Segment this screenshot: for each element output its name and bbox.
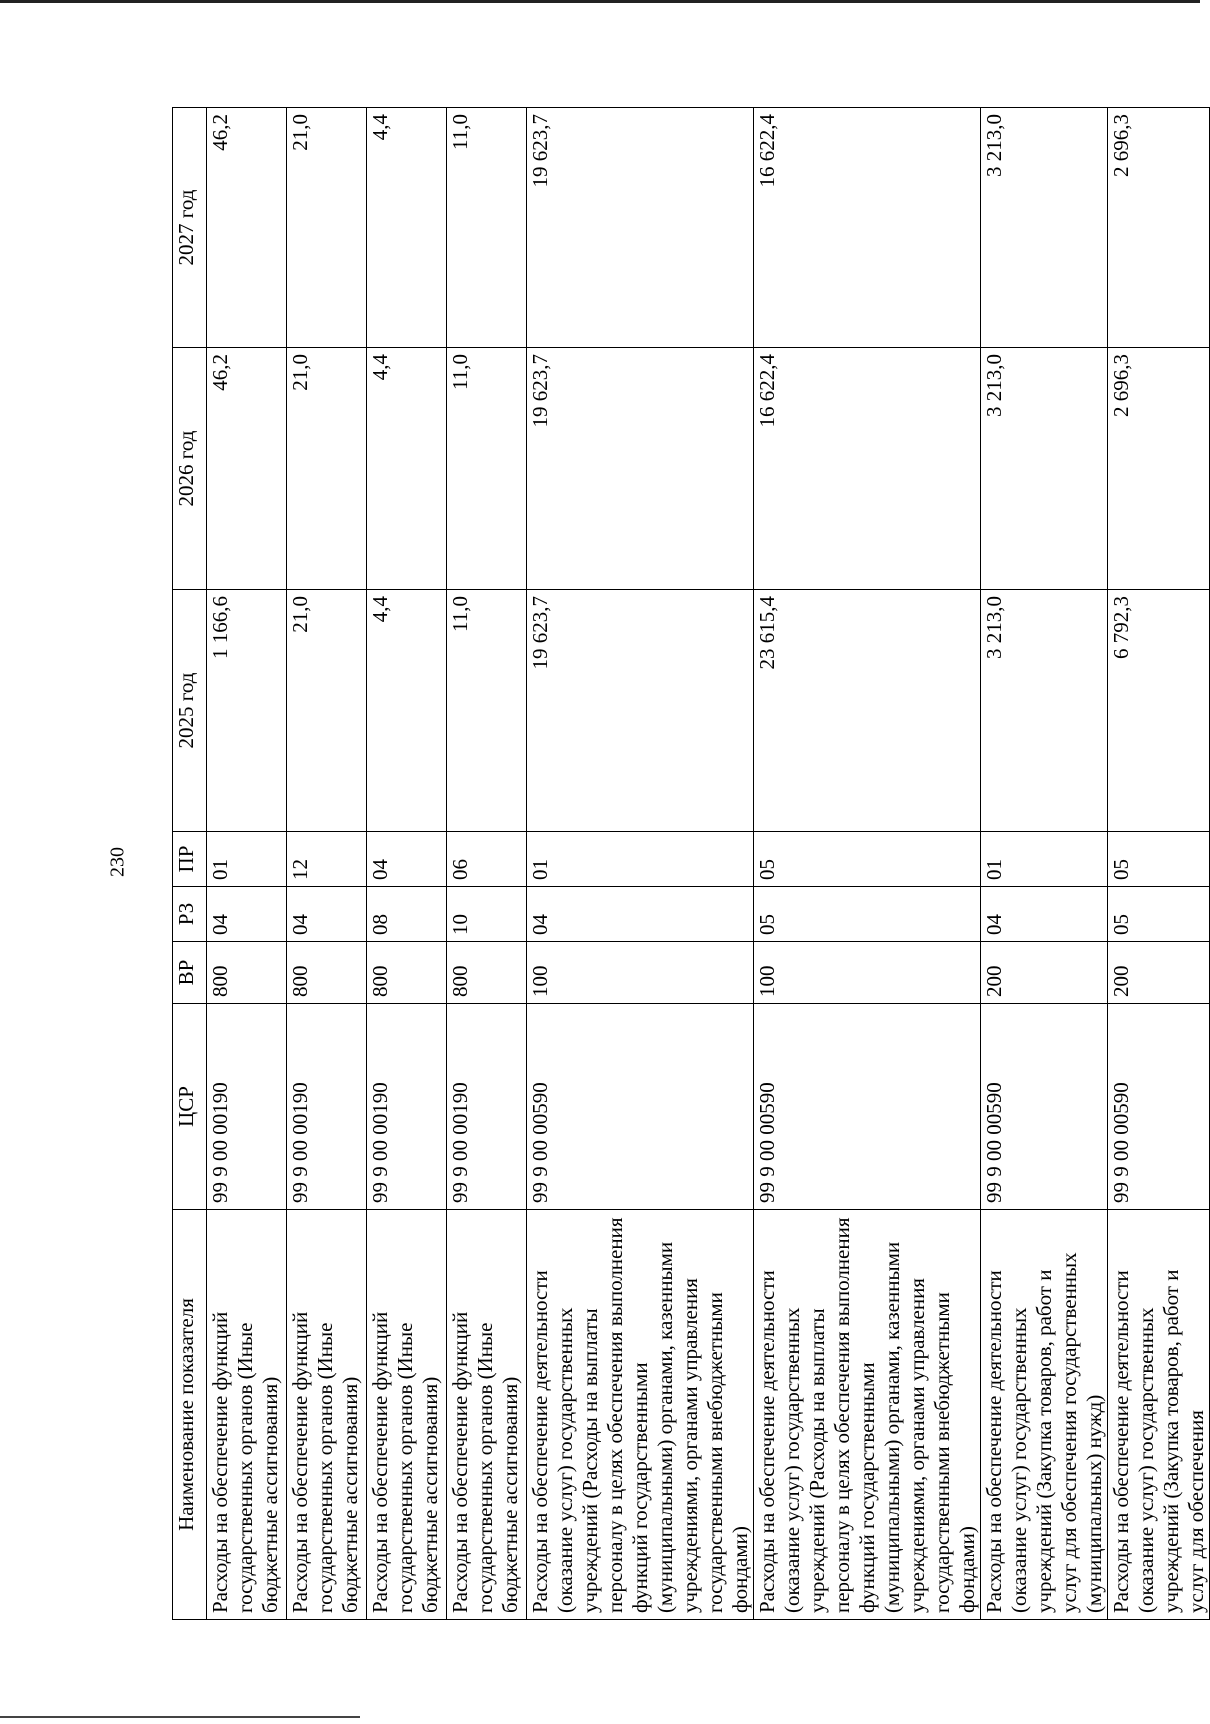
rotated-table-container (172, 108, 1208, 1620)
table-row (981, 108, 1108, 1620)
cell-2027: 21,0 (287, 108, 367, 348)
cell-2027: 2 696,3 (1108, 108, 1210, 348)
cell-rz: 05 (754, 887, 981, 942)
cell-csr: 99 9 00 00590 (1108, 1004, 1210, 1210)
table-row (207, 108, 287, 1620)
cell-pr: 01 (527, 832, 754, 887)
cell-rz: 04 (527, 887, 754, 942)
header-2027: 2027 год (173, 108, 207, 348)
cell-vr: 100 (527, 942, 754, 1004)
cell-name: Расходы на обеспечение функций государственных органов (Иные бюджетные ассигнования) (287, 1210, 367, 1620)
cell-rz: 04 (287, 887, 367, 942)
cell-name: Расходы на обеспечение функций государственных органов (Иные бюджетные ассигнования) (207, 1210, 287, 1620)
bottom-scan-border (0, 1716, 360, 1718)
table-row (447, 108, 527, 1620)
cell-2025: 6 792,3 (1108, 590, 1210, 832)
cell-name: Расходы на обеспечение деятельности (оказание услуг) государственных учреждений (Закупка товаров, работ и услуг для обеспечения государственных (муниципальных) нужд) (981, 1210, 1108, 1620)
page-number: 230 (106, 847, 129, 877)
cell-pr: 01 (981, 832, 1108, 887)
cell-2025: 21,0 (287, 590, 367, 832)
cell-name: Расходы на обеспечение функций государственных органов (Иные бюджетные ассигнования) (367, 1210, 447, 1620)
cell-csr: 99 9 00 00190 (287, 1004, 367, 1210)
cell-2027: 11,0 (447, 108, 527, 348)
cell-rz: 05 (1108, 887, 1210, 942)
cell-pr: 04 (367, 832, 447, 887)
cell-2025: 19 623,7 (527, 590, 754, 832)
cell-2027: 46,2 (207, 108, 287, 348)
header-name: Наименование показателя (173, 1210, 207, 1620)
cell-csr: 99 9 00 00190 (207, 1004, 287, 1210)
cell-rz: 10 (447, 887, 527, 942)
cell-2025: 23 615,4 (754, 590, 981, 832)
cell-pr: 05 (754, 832, 981, 887)
cell-2026: 21,0 (287, 348, 367, 590)
cell-name: Расходы на обеспечение деятельности (оказание услуг) государственных учреждений (Закупка товаров, работ и услуг для обеспечения (1108, 1210, 1210, 1620)
cell-vr: 100 (754, 942, 981, 1004)
cell-rz: 04 (981, 887, 1108, 942)
cell-2026: 11,0 (447, 348, 527, 590)
cell-csr: 99 9 00 00590 (981, 1004, 1108, 1210)
cell-vr: 200 (981, 942, 1108, 1004)
header-2025: 2025 год (173, 590, 207, 832)
table-row (367, 108, 447, 1620)
cell-2027: 3 213,0 (981, 108, 1108, 348)
header-csr: ЦСР (173, 1004, 207, 1210)
cell-rz: 04 (207, 887, 287, 942)
cell-pr: 05 (1108, 832, 1210, 887)
budget-table (172, 107, 1210, 1620)
cell-pr: 01 (207, 832, 287, 887)
header-vr: ВР (173, 942, 207, 1004)
cell-pr: 06 (447, 832, 527, 887)
cell-2025: 1 166,6 (207, 590, 287, 832)
cell-name: Расходы на обеспечение деятельности (оказание услуг) государственных учреждений (Расходы на выплаты персоналу в целях обеспечения выполнения функций государственными (муниципальными) органами, казенными учреждениями, органами управления государственными внебюджетными фондами) (527, 1210, 754, 1620)
cell-2027: 4,4 (367, 108, 447, 348)
cell-2026: 19 623,7 (527, 348, 754, 590)
cell-2026: 3 213,0 (981, 348, 1108, 590)
cell-2027: 16 622,4 (754, 108, 981, 348)
cell-name: Расходы на обеспечение функций государственных органов (Иные бюджетные ассигнования) (447, 1210, 527, 1620)
cell-2026: 46,2 (207, 348, 287, 590)
cell-2026: 2 696,3 (1108, 348, 1210, 590)
cell-csr: 99 9 00 00190 (447, 1004, 527, 1210)
table-header-row (173, 108, 207, 1620)
table-row (754, 108, 981, 1620)
cell-pr: 12 (287, 832, 367, 887)
header-pr: ПР (173, 832, 207, 887)
table-row (1108, 108, 1210, 1620)
cell-vr: 200 (1108, 942, 1210, 1004)
cell-csr: 99 9 00 00590 (527, 1004, 754, 1210)
cell-2025: 3 213,0 (981, 590, 1108, 832)
cell-rz: 08 (367, 887, 447, 942)
top-scan-border (0, 0, 1200, 3)
cell-name: Расходы на обеспечение деятельности (оказание услуг) государственных учреждений (Расходы на выплаты персоналу в целях обеспечения выполнения функций государственными (муниципальными) органами, казенными учреждениями, органами управления государственными внебюджетными фондами) (754, 1210, 981, 1620)
cell-vr: 800 (287, 942, 367, 1004)
cell-vr: 800 (367, 942, 447, 1004)
cell-2026: 4,4 (367, 348, 447, 590)
cell-vr: 800 (207, 942, 287, 1004)
cell-vr: 800 (447, 942, 527, 1004)
cell-2026: 16 622,4 (754, 348, 981, 590)
cell-csr: 99 9 00 00590 (754, 1004, 981, 1210)
cell-csr: 99 9 00 00190 (367, 1004, 447, 1210)
cell-2025: 4,4 (367, 590, 447, 832)
table-row (287, 108, 367, 1620)
header-rz: РЗ (173, 887, 207, 942)
cell-2027: 19 623,7 (527, 108, 754, 348)
header-2026: 2026 год (173, 348, 207, 590)
cell-2025: 11,0 (447, 590, 527, 832)
table-row (527, 108, 754, 1620)
